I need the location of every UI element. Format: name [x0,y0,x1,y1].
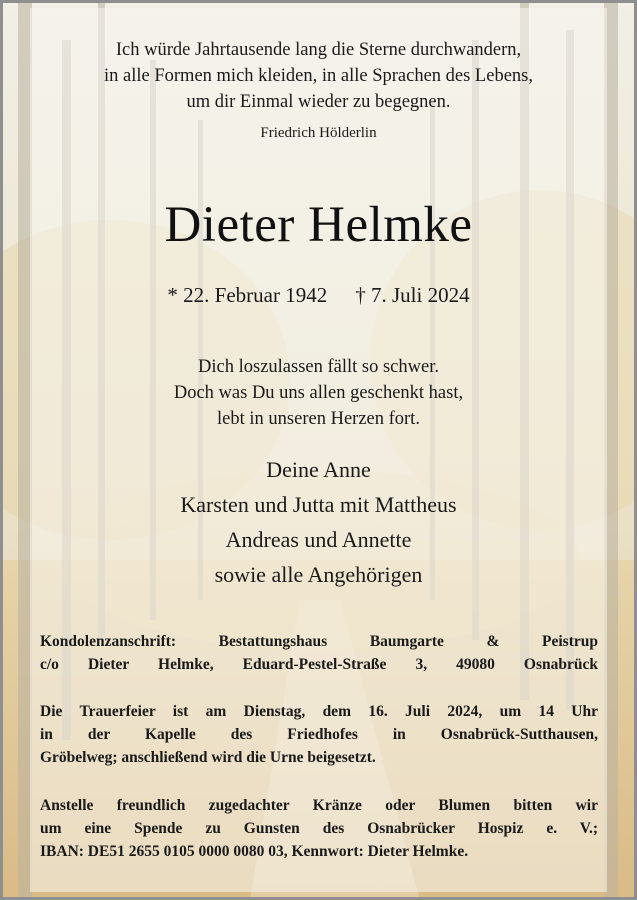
info-line: Anstelle freundlich zugedachter Kränze oder Blumen bitten wir [40,797,598,814]
mourner-line: Andreas und Annette [225,527,412,552]
verse-line: Dich loszulassen fällt so schwer. [198,357,439,377]
info-line: in der Kapelle des Friedhofes in Osnabrück-Sutthausen, [40,726,598,743]
info-line: c/o Dieter Helmke, Eduard-Pestel-Straße 3, 49080 Osnabrück [40,656,598,673]
mourner-line: sowie alle Angehörigen [214,562,423,587]
verse-line: Doch was Du uns allen geschenkt hast, [173,383,464,403]
quote-line: um dir Einmal wieder zu begegnen. [186,92,451,112]
quote-author: Friedrich Hölderlin [260,125,377,141]
mourner-line: Karsten und Jutta mit Mattheus [180,492,457,517]
donation-request [40,794,598,863]
info-line: Die Trauerfeier ist am Dienstag, dem 16. Juli 2024, um 14 Uhr [40,703,598,720]
verse-line: lebt in unseren Herzen fort. [217,409,420,429]
birth-date: * 22. Februar 1942 [167,283,328,307]
quote-line: in alle Formen mich kleiden, in alle Sprachen des Lebens, [104,66,533,86]
memorial-verse [0,354,637,432]
quote-line: Ich würde Jahrtausende lang die Sterne durchwandern, [115,40,522,60]
mourner-line: Deine Anne [266,457,371,482]
quote [0,37,637,115]
info-line: Gröbelweg; anschließend wird die Urne beigesetzt. [40,749,376,766]
mourners-list [0,452,637,592]
info-line: Kondolenzanschrift: Bestattungshaus Baumgarte & Peistrup [40,633,598,650]
deceased-name: Dieter Helmke [164,197,473,253]
condolence-address [40,630,598,676]
info-line: um eine Spende zu Gunsten des Osnabrücker Hospiz e. V.; [40,820,598,837]
life-dates [0,283,637,308]
info-line: IBAN: DE51 2655 0105 0000 0080 03, Kennwort: Dieter Helmke. [40,843,469,860]
death-date: † 7. Juli 2024 [355,283,470,307]
funeral-ceremony-info [40,700,598,769]
